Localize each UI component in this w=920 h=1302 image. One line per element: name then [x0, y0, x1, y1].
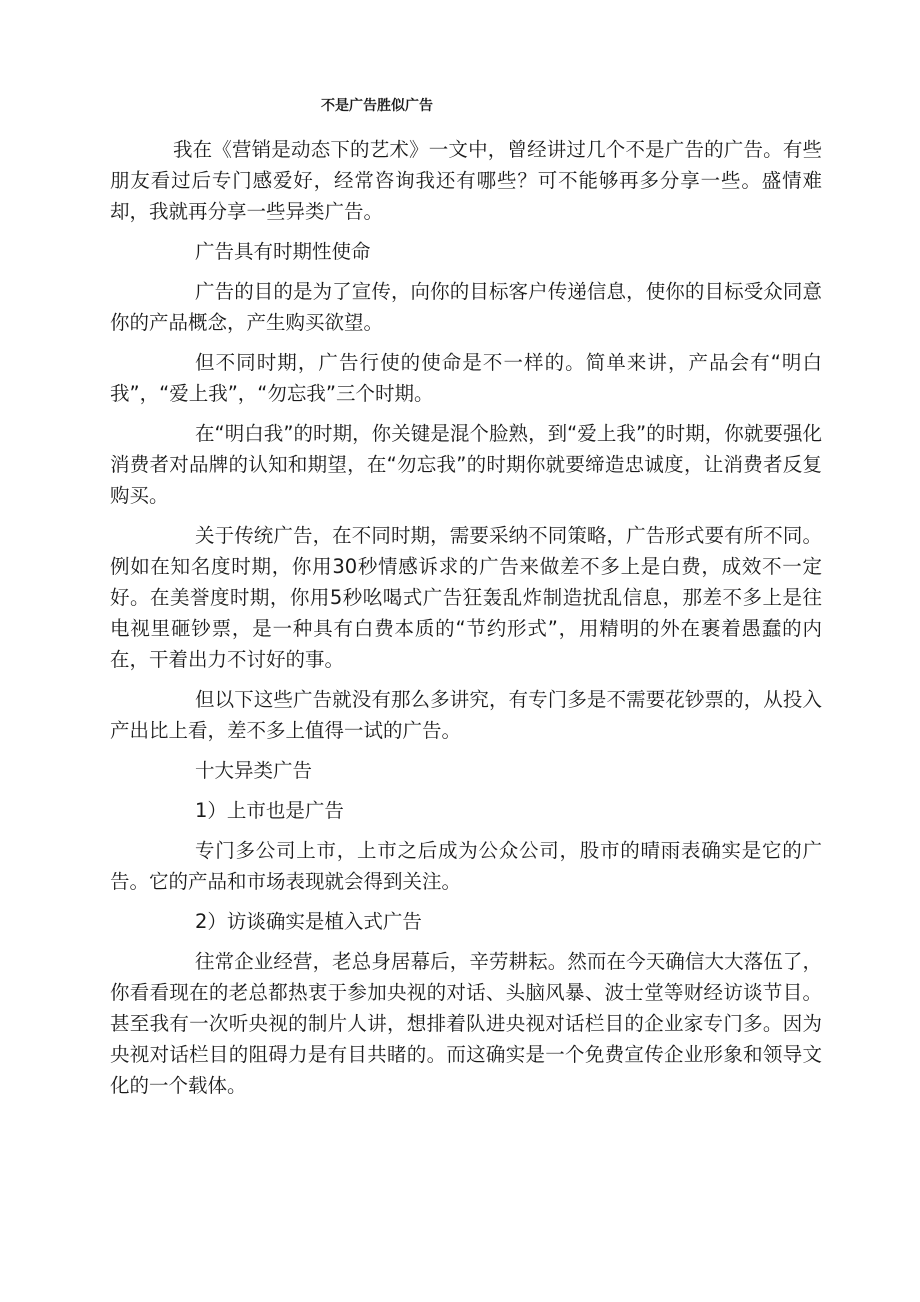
paragraph: 在“明白我”的时期，你关键是混个脸熟，到“爱上我”的时期，你就要强化消费者对品牌的认知和期望，在“勿忘我”的时期你就要缔造忠诚度，让消费者反复购买。 — [110, 422, 822, 507]
list-item-heading: 2）访谈确实是植入式广告 — [195, 910, 422, 933]
paragraph: 专门多公司上市，上市之后成为公众公司，股市的晴雨表确实是它的广告。它的产品和市场表现就会得到关注。 — [110, 839, 822, 893]
document-body — [110, 134, 822, 1110]
paragraph: 广告的目的是为了宣传，向你的目标客户传递信息，使你的目标受众同意你的产品概念，产生购买欲望。 — [110, 280, 822, 334]
paragraph: 但不同时期，广告行使的使命是不一样的。简单来讲，产品会有“明白我”，“爱上我”，“勿忘我”三个时期。 — [110, 351, 822, 405]
paragraph-intro: 我在《营销是动态下的艺术》一文中，曾经讲过几个不是广告的广告。有些朋友看过后专门感爱好，经常咨询我还有哪些？可不能够再多分享一些。盛情难却，我就再分享一些异类广告。 — [110, 138, 822, 223]
section-heading-ten-ads: 十大异类广告 — [195, 759, 313, 782]
section-heading-mission: 广告具有时期性使命 — [195, 240, 371, 263]
document-title: 不是广告胜似广告 — [321, 98, 433, 114]
paragraph: 往常企业经营，老总身居幕后，辛劳耕耘。然而在今天确信大大落伍了，你看看现在的老总都热衷于参加央视的对话、头脑风暴、波士堂等财经访谈节目。甚至我有一次听央视的制片人讲，想排着队进央视对话栏目的企业家专门多。因为央视对话栏目的阻碍力是有目共睹的。而这确实是一个免费宣传企业形象和领导文化的一个载体。 — [110, 950, 822, 1097]
list-item-heading: 1）上市也是广告 — [195, 799, 344, 822]
paragraph: 但以下这些广告就没有那么多讲究，有专门多是不需要花钞票的，从投入产出比上看，差不多上值得一试的广告。 — [110, 688, 822, 742]
paragraph: 关于传统广告，在不同时期，需要采纳不同策略，广告形式要有所不同。例如在知名度时期，你用30秒情感诉求的广告来做差不多上是白费，成效不一定好。在美誉度时期，你用5秒吆喝式广告狂轰乱炸制造扰乱信息，那差不多上是往电视里砸钞票，是一种具有白费本质的“节约形式”，用精明的外在裹着愚蠢的内在，干着出力不讨好的事。 — [110, 524, 822, 671]
